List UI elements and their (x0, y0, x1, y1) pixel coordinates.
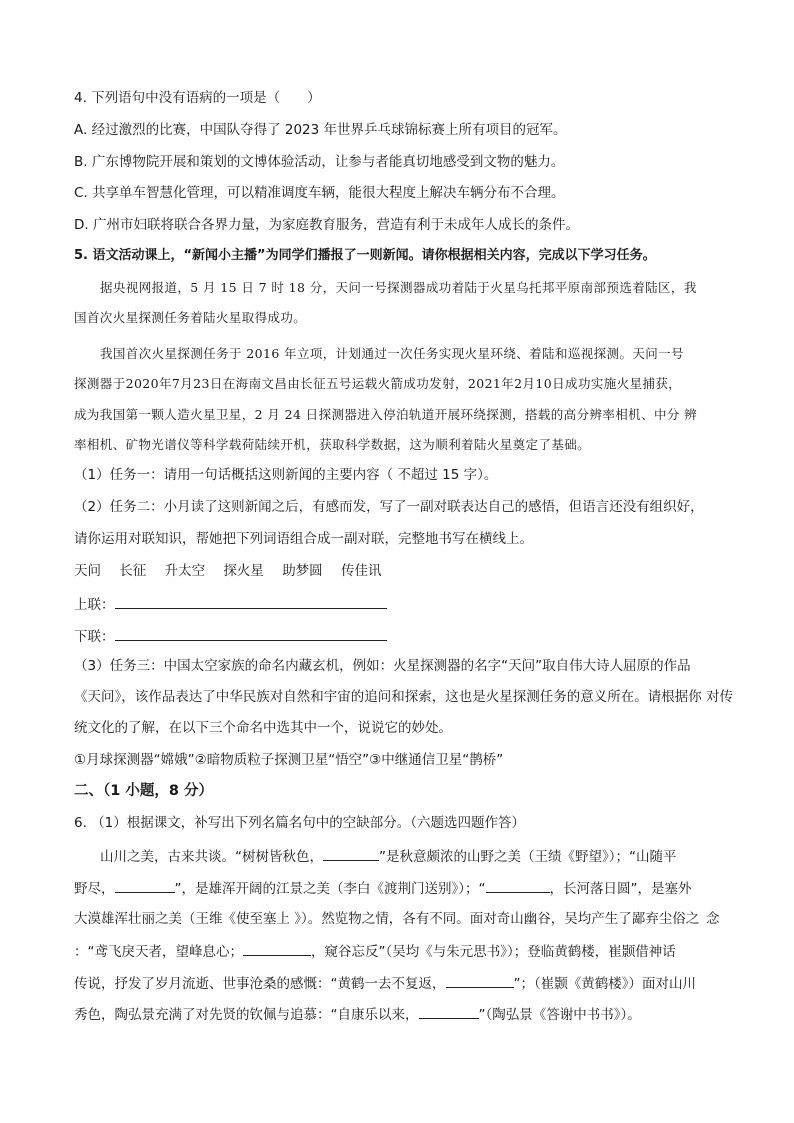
blank-2[interactable] (115, 878, 175, 893)
q6-paragraph-line-2: 野尽， ”，是雄浑开阔的江景之美（李白《渡荆门送别》）；“ ，长河落日圆”，是塞外 (74, 878, 692, 898)
word-5: 助梦圆 (282, 563, 323, 579)
upper-couplet-row (74, 594, 387, 614)
q6-paragraph-line-3: 大漠雄浑壮丽之美（王维《使至塞上 》）。然览物之情，各有不同。面对奇山幽谷，吴均产生了鄙弃尘俗之 (74, 911, 700, 927)
q4-option-a: A. 经过激烈的比赛，中国队夺得了 2023 年世界乒乓球锦标赛上所有项目的冠军。 (74, 122, 567, 138)
task3-line-1: （3）任务三：中国太空家族的命名内藏玄机，例如：火星探测器的名字“天问”取自伟大诗人屈原的作品 (74, 658, 691, 674)
q6-paragraph-line-4: ：“鸢飞戾天者，望峰息心； ，窥谷忘反”（吴均《与朱元思书》）；登临黄鹤楼，崔颢借神话 (74, 941, 676, 961)
q4-option-b: B. 广东博物院开展和策划的文博体验活动，让参与者能真切地感受到文物的魅力。 (74, 154, 565, 170)
q6-paragraph-line-5: 传说，抒发了岁月流逝、世事沧桑的感慨：“黄鹤一去不复返， ”；（崔颢《黄鹤楼》）面对山川 (74, 973, 696, 993)
q4-option-d: D. 广州市妇联将联合各界力量，为家庭教育服务，营造有利于未成年人成长的条件。 (74, 217, 579, 233)
news-line-2: 国首次火星探测任务着陆火星取得成功。 (74, 310, 307, 325)
q4-option-c: C. 共享单车智慧化管理，可以精准调度车辆，能很大程度上解决车辆分布不合理。 (74, 185, 565, 201)
task3-line-3: 统文化的了解，在以下三个命名中选其中一个，说说它的妙处。 (74, 720, 452, 736)
word-6: 传佳讯 (340, 563, 382, 579)
news-line-5: 成为我国第一颗人造火星卫星，2 月 24 日探测器进入停泊轨道开展环绕探测，搭载的高分辨率相机、中分 辨 (74, 407, 698, 422)
couplet-word-bank (74, 562, 395, 580)
q6-stem: 6. （1）根据课文，补写出下列名篇名句中的空缺部分。（六题选四题作答） (74, 815, 526, 831)
lower-couplet-label: 下联： (74, 629, 115, 645)
blank-3[interactable] (486, 878, 550, 893)
q4-stem: 4. 下列语句中没有语病的一项是（ ） (74, 90, 321, 106)
section-2-heading: 二、（1 小题，8 分） (74, 783, 214, 799)
task2-line-2: 请你运用对联知识，帮她把下列词语组合成一副对联，完整地书写在横线上。 (74, 531, 533, 547)
lower-couplet-row (74, 626, 387, 646)
q6-paragraph-line-3-end: 念 (706, 911, 720, 927)
task2-line-1: （2）任务二：小月读了这则新闻之后，有感而发，写了一副对联表达自己的感悟，但语言还没有组织好， (74, 499, 704, 515)
task1: （1）任务一：请用一句话概括这则新闻的主要内容（ 不超过 15 字）。 (74, 467, 498, 483)
word-3: 升太空 (164, 563, 206, 579)
word-2: 长征 (119, 563, 147, 579)
blank-1[interactable] (323, 846, 379, 861)
news-line-6: 率相机、矿物光谱仪等科学载荷陆续开机，获取科学数据，这为顺利着陆火星奠定了基础。 (74, 437, 591, 452)
news-line-1: 据央视网报道，5 月 15 日 7 时 18 分，天问一号探测器成功着陆于火星乌托邦平原南部预选着陆区，我 (100, 280, 697, 295)
task3-line-2: 《天问》，该作品表达了中华民族对自然和宇宙的追问和探索，这也是火星探测任务的意义所在。请根据你 对传 (74, 689, 734, 705)
q6-paragraph-line-6: 秀色，陶弘景充满了对先贤的钦佩与追慕：“自康乐以来， ”（陶弘景《答谢中书书》）。 (74, 1004, 641, 1024)
blank-6[interactable] (419, 1004, 479, 1019)
word-1: 天问 (74, 563, 101, 579)
upper-couplet-blank[interactable] (115, 594, 387, 609)
word-4: 探火星 (223, 563, 264, 579)
news-line-4: 探测器于2020年7月23日在海南文昌由长征五号运载火箭成功发射，2021年2月10日成功实施火星捕获， (74, 376, 682, 391)
task3-options: ①月球探测器“嫦娥”②暗物质粒子探测卫星“悟空”③中继通信卫星“鹊桥” (74, 752, 504, 768)
lower-couplet-blank[interactable] (115, 626, 387, 641)
q6-paragraph-line-1: 山川之美，古来共谈。“树树皆秋色， ”是秋意颇浓的山野之美（王绩《野望》）；“山随平 (100, 846, 677, 866)
upper-couplet-label: 上联： (74, 597, 115, 613)
blank-5[interactable] (446, 973, 514, 988)
news-line-3: 我国首次火星探测任务于 2016 年立项，计划通过一次任务实现火星环绕、着陆和巡视探测。天问一号 (100, 346, 684, 361)
q5-stem: 5. 语文活动课上，“新闻小主播”为同学们播报了一则新闻。请你根据相关内容，完成以下学习任务。 (74, 248, 656, 263)
blank-4[interactable] (243, 941, 311, 956)
